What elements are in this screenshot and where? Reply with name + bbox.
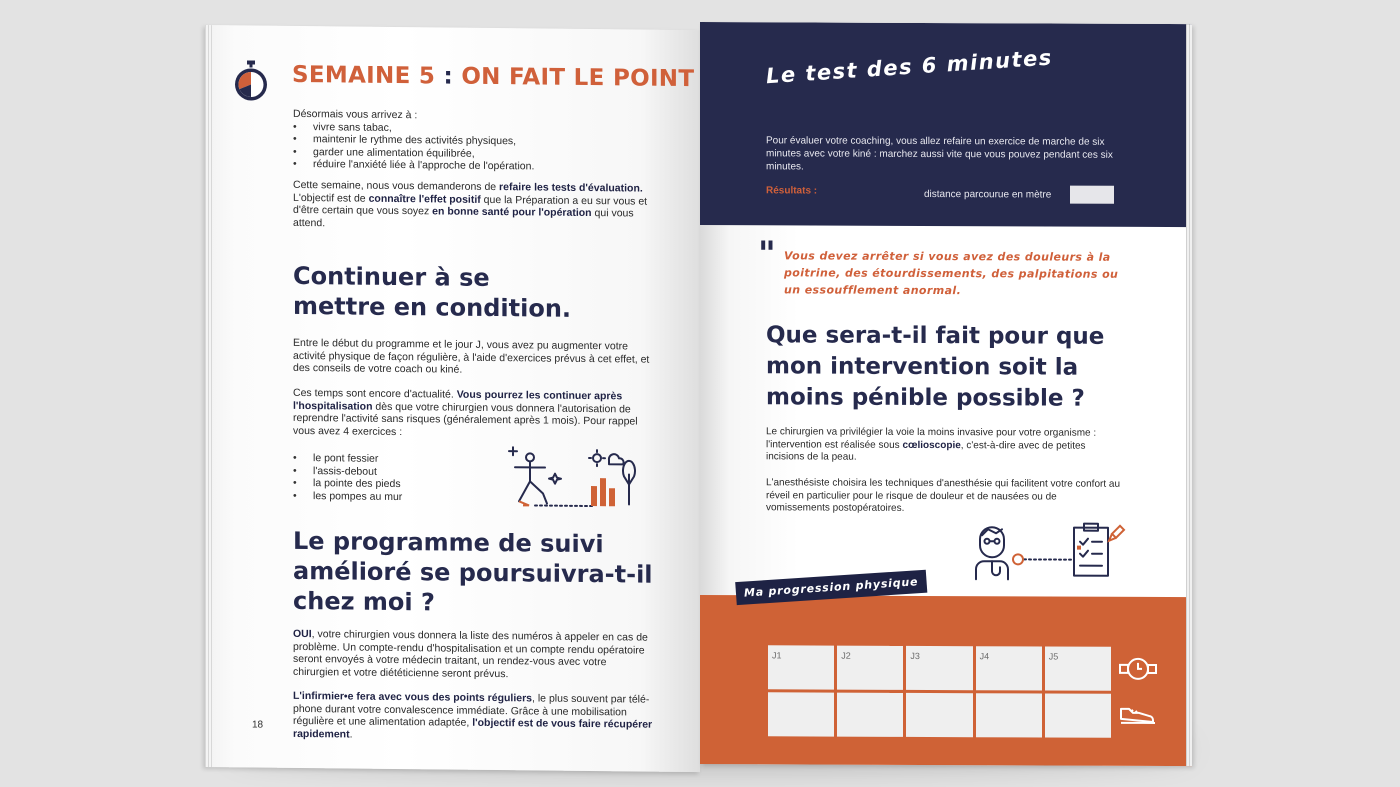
progression-label: Ma progression physique xyxy=(735,570,927,605)
suivi-paragraph-1 xyxy=(293,628,653,682)
progression-grid xyxy=(768,645,1111,737)
left-page xyxy=(205,25,700,772)
shoe-icon xyxy=(1118,699,1158,729)
text-span: . xyxy=(349,728,353,741)
grid-cell-day[interactable] xyxy=(906,646,972,690)
text-span: que la Préparation a eu sur vous et d'être certain que vous soyez xyxy=(293,193,648,218)
grid-cell-empty[interactable] xyxy=(768,692,834,736)
grid-cell-day[interactable] xyxy=(1045,647,1111,691)
warning-quote: Vous devez arrêter si vous avez des douleurs à la poitrine, des étourdissements, des palpitations ou un essoufflement anormal. xyxy=(784,249,1119,298)
results-label: Résultats : xyxy=(766,185,818,197)
grid-cell-empty[interactable] xyxy=(837,693,903,737)
watch-icon xyxy=(1118,654,1158,684)
right-page xyxy=(700,22,1192,766)
test-description: Pour évaluer votre coaching, vous allez refaire un exercice de marche de six minutes avec votre kiné : marchez aussi vite que vous pouvez pendant ces six minutes. xyxy=(766,135,1113,173)
bold-span: refaire les tests d'évaluation. xyxy=(499,181,643,195)
bold-span: en bonne santé pour l'opération xyxy=(432,205,592,220)
text-span: , c'est-à-dire avec de petites incisions de la peau. xyxy=(766,439,1086,463)
day-label: J5 xyxy=(1048,651,1059,662)
text-span: Cette semaine, nous vous demanderons de xyxy=(293,178,500,194)
day-label: J1 xyxy=(772,650,782,661)
bold-span: connaître l'effet positif xyxy=(368,192,481,206)
evaluation-paragraph xyxy=(293,179,653,233)
suivi-paragraph-2 xyxy=(293,690,653,744)
page-title xyxy=(292,62,694,92)
list-item: • le pont fessier xyxy=(293,452,493,467)
grid-cell-empty[interactable] xyxy=(1045,694,1111,738)
list-item: • les pompes au mur xyxy=(293,489,493,504)
test-title: Le test des 6 minutes xyxy=(765,45,1054,89)
text-span: Le chirurgien va privilégier la voie la moins invasive pour votre organisme : l'intervention est réalisée sous xyxy=(766,426,1097,451)
list-item: • l'assis-debout xyxy=(293,464,493,479)
intro-list xyxy=(293,120,653,174)
grid-cell-day[interactable] xyxy=(837,646,903,690)
condition-paragraph-2 xyxy=(293,387,653,441)
quote-mark: " xyxy=(758,234,776,275)
stopwatch-icon xyxy=(233,59,269,101)
bold-span: cœlioscopie xyxy=(902,439,961,451)
list-item: • réduire l'anxiété liée à l'approche de l'opération. xyxy=(293,158,653,174)
page-number: 18 xyxy=(252,719,264,731)
grid-cell-empty[interactable] xyxy=(906,693,972,737)
day-label: J3 xyxy=(910,650,920,661)
page-edge xyxy=(205,25,213,767)
bold-span: l'objectif est de vous faire récupérer rapidement xyxy=(293,716,653,741)
condition-paragraph-1: Entre le début du programme et le jour J, vous avez pu augmenter votre activité physique de façon régulière, à l'aide d'exercices prévus à cet effet, et des conseils de votre coach ou kiné. xyxy=(293,336,650,376)
distance-label: distance parcourue en mètre xyxy=(924,188,1052,201)
text-span: Ces temps sont encore d'actualité. xyxy=(293,386,457,401)
text-span: L'objectif est de xyxy=(293,191,369,205)
heading-suivi: Le programme de suivi amélioré se poursuivra-t-il chez moi ? xyxy=(293,526,653,617)
bold-span: Vous pourrez les continuer après l'hospitalisation xyxy=(293,388,623,413)
day-label: J2 xyxy=(841,650,851,661)
grid-cell-day[interactable] xyxy=(976,646,1042,690)
intervention-paragraph-2: L'anesthésiste choisira les techniques d'anesthésie qui facilitent votre confort au réveil en particulier pour le risque de douleur et de nausées ou de vomissements postopératoires. xyxy=(766,477,1121,514)
list-item: • la pointe des pieds xyxy=(293,477,493,492)
intro-block xyxy=(293,108,653,174)
grid-cell-day[interactable] xyxy=(768,645,834,689)
heading-intervention: Que sera-t-il fait pour que mon intervention soit la moins pénible possible ? xyxy=(766,322,1105,412)
intervention-paragraph-1 xyxy=(766,426,1121,465)
title-colon: : xyxy=(435,63,462,90)
title-point: ON FAIT LE POINT xyxy=(461,63,695,93)
list-item: • vivre sans tabac, xyxy=(293,120,653,136)
bold-span: L'infirmier•e fera avec vous des points réguliers xyxy=(293,689,533,705)
doctor-clipboard-illustration xyxy=(972,521,1132,582)
page-edge xyxy=(1186,24,1192,766)
distance-field[interactable] xyxy=(1070,186,1114,204)
grid-cell-empty[interactable] xyxy=(976,693,1042,737)
list-item: • maintenir le rythme des activités physiques, xyxy=(293,133,653,149)
title-week: SEMAINE 5 xyxy=(292,61,436,90)
text-span: , le plus souvent par télé-phone durant votre convalescence immédiate. Grâce à une mobilisation régulière et une alimentation adaptée, xyxy=(293,692,650,729)
bold-span: OUI xyxy=(293,627,312,641)
heading-condition: Continuer à se mettre en condition. xyxy=(293,261,572,323)
list-item: • garder une alimentation équilibrée, xyxy=(293,145,653,161)
text-span: , votre chirurgien vous donnera la liste des numéros à appeler en cas de problème. Un compte-rendu d'hospitalisation et un compte rendu opératoire seront envoyés à votre médecin traitant, un rendez-vous avec votre chirurgien et votre diététicienne seront prévus. xyxy=(293,628,648,680)
intro-text: Désormais vous arrivez à : xyxy=(293,107,418,122)
exercise-illustration xyxy=(505,443,645,512)
text-span: qui vous attend. xyxy=(293,207,634,229)
day-label: J4 xyxy=(979,651,990,662)
text-span: dès que votre chirurgien vous donnera l'autorisation de reprendre l'activité sans risques (généralement après 1 mois). Pour rappel vous avez 4 exercices : xyxy=(293,400,638,438)
exercise-list xyxy=(293,452,493,504)
